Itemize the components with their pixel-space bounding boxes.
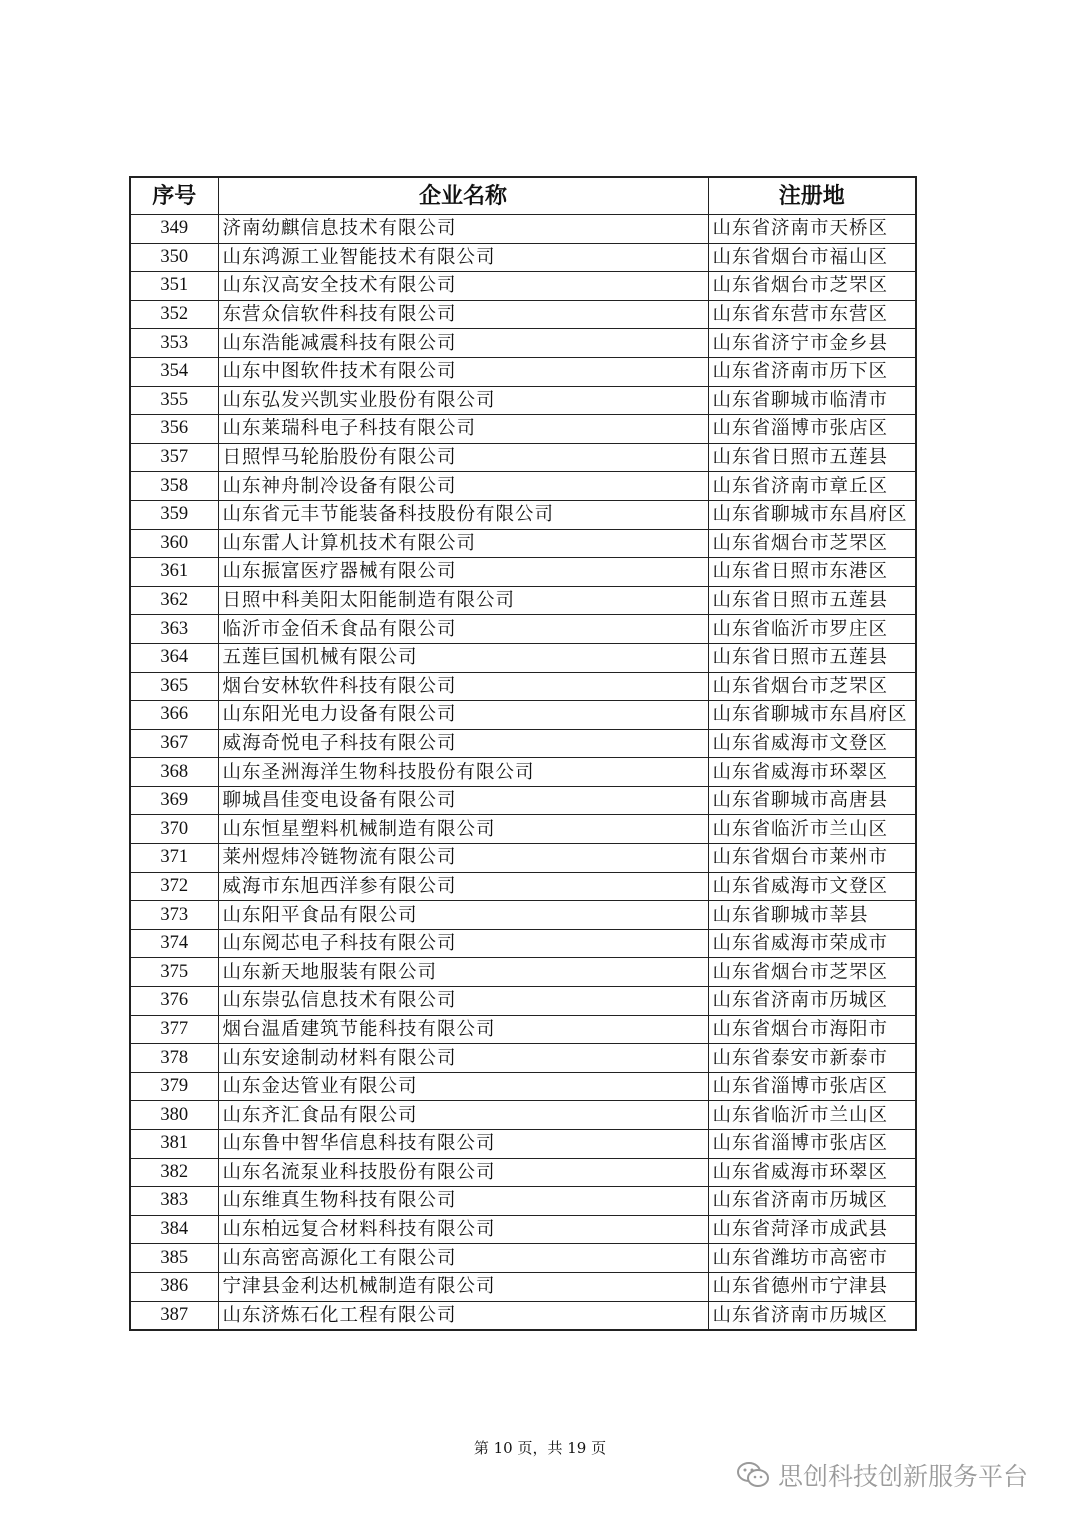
wechat-icon: [736, 1461, 770, 1489]
row-serial-number: 365: [130, 672, 218, 701]
row-serial-number: 379: [130, 1072, 218, 1101]
row-company-name: 山东莱瑞科电子科技有限公司: [218, 415, 708, 444]
table-row: [130, 786, 916, 815]
table-row: [130, 415, 916, 444]
row-company-name: 威海奇悦电子科技有限公司: [218, 729, 708, 758]
row-company-name: 日照中科美阳太阳能制造有限公司: [218, 586, 708, 615]
table-row: [130, 987, 916, 1016]
row-registered-location: 山东省威海市环翠区: [708, 758, 916, 787]
table-row: [130, 443, 916, 472]
row-serial-number: 382: [130, 1158, 218, 1187]
row-company-name: 山东中图软件技术有限公司: [218, 357, 708, 386]
row-serial-number: 356: [130, 415, 218, 444]
row-registered-location: 山东省聊城市临清市: [708, 386, 916, 415]
row-company-name: 山东鸿源工业智能技术有限公司: [218, 243, 708, 272]
row-company-name: 宁津县金利达机械制造有限公司: [218, 1272, 708, 1301]
row-company-name: 山东维真生物科技有限公司: [218, 1187, 708, 1216]
row-registered-location: 山东省淄博市张店区: [708, 1072, 916, 1101]
row-serial-number: 355: [130, 386, 218, 415]
row-company-name: 山东阳光电力设备有限公司: [218, 701, 708, 730]
row-company-name: 山东新天地服装有限公司: [218, 958, 708, 987]
row-serial-number: 372: [130, 872, 218, 901]
table-row: [130, 1301, 916, 1330]
table-row: [130, 1072, 916, 1101]
watermark: [736, 1460, 1028, 1490]
row-registered-location: 山东省东营市东营区: [708, 300, 916, 329]
row-registered-location: 山东省烟台市芝罘区: [708, 272, 916, 301]
row-registered-location: 山东省临沂市罗庄区: [708, 615, 916, 644]
row-registered-location: 山东省日照市五莲县: [708, 586, 916, 615]
table-row: [130, 272, 916, 301]
row-registered-location: 山东省临沂市兰山区: [708, 1101, 916, 1130]
row-serial-number: 374: [130, 929, 218, 958]
row-registered-location: 山东省潍坊市高密市: [708, 1244, 916, 1273]
row-serial-number: 385: [130, 1244, 218, 1273]
row-registered-location: 山东省聊城市东昌府区: [708, 500, 916, 529]
row-registered-location: 山东省济南市历城区: [708, 1187, 916, 1216]
row-serial-number: 362: [130, 586, 218, 615]
table-header-row: [130, 177, 916, 215]
table-row: [130, 243, 916, 272]
row-registered-location: 山东省菏泽市成武县: [708, 1215, 916, 1244]
table-row: [130, 615, 916, 644]
row-serial-number: 354: [130, 357, 218, 386]
table-row: [130, 1244, 916, 1273]
row-serial-number: 357: [130, 443, 218, 472]
row-serial-number: 359: [130, 500, 218, 529]
row-company-name: 山东弘发兴凯实业股份有限公司: [218, 386, 708, 415]
table-row: [130, 1272, 916, 1301]
row-registered-location: 山东省聊城市莘县: [708, 901, 916, 930]
row-serial-number: 383: [130, 1187, 218, 1216]
page-number: 第 10 页，共 19 页: [473, 1439, 607, 1457]
row-serial-number: 371: [130, 844, 218, 873]
row-registered-location: 山东省烟台市芝罘区: [708, 958, 916, 987]
row-company-name: 临沂市金佰禾食品有限公司: [218, 615, 708, 644]
row-serial-number: 377: [130, 1015, 218, 1044]
table-row: [130, 701, 916, 730]
row-company-name: 山东崇弘信息技术有限公司: [218, 987, 708, 1016]
row-serial-number: 353: [130, 329, 218, 358]
row-registered-location: 山东省济宁市金乡县: [708, 329, 916, 358]
row-registered-location: 山东省济南市章丘区: [708, 472, 916, 501]
row-serial-number: 360: [130, 529, 218, 558]
row-registered-location: 山东省聊城市高唐县: [708, 786, 916, 815]
row-registered-location: 山东省烟台市莱州市: [708, 844, 916, 873]
row-company-name: 山东鲁中智华信息科技有限公司: [218, 1130, 708, 1159]
row-company-name: 山东柏远复合材料科技有限公司: [218, 1215, 708, 1244]
row-company-name: 威海市东旭西洋参有限公司: [218, 872, 708, 901]
row-serial-number: 350: [130, 243, 218, 272]
row-serial-number: 364: [130, 643, 218, 672]
header-company-name: 企业名称: [218, 177, 708, 215]
table-row: [130, 386, 916, 415]
row-serial-number: 367: [130, 729, 218, 758]
row-serial-number: 380: [130, 1101, 218, 1130]
row-registered-location: 山东省日照市五莲县: [708, 443, 916, 472]
row-company-name: 山东齐汇食品有限公司: [218, 1101, 708, 1130]
row-registered-location: 山东省烟台市芝罘区: [708, 529, 916, 558]
row-company-name: 山东济炼石化工程有限公司: [218, 1301, 708, 1330]
row-serial-number: 352: [130, 300, 218, 329]
row-registered-location: 山东省威海市环翠区: [708, 1158, 916, 1187]
table-row: [130, 1158, 916, 1187]
row-registered-location: 山东省临沂市兰山区: [708, 815, 916, 844]
table-row: [130, 815, 916, 844]
row-registered-location: 山东省日照市五莲县: [708, 643, 916, 672]
table-row: [130, 872, 916, 901]
row-registered-location: 山东省济南市历城区: [708, 987, 916, 1016]
row-company-name: 日照悍马轮胎股份有限公司: [218, 443, 708, 472]
row-company-name: 山东省元丰节能装备科技股份有限公司: [218, 500, 708, 529]
row-serial-number: 376: [130, 987, 218, 1016]
header-serial-number: 序号: [130, 177, 218, 215]
table-row: [130, 758, 916, 787]
table-row: [130, 1015, 916, 1044]
table-row: [130, 1130, 916, 1159]
table-row: [130, 901, 916, 930]
table-row: [130, 729, 916, 758]
row-company-name: 东营众信软件科技有限公司: [218, 300, 708, 329]
row-serial-number: 366: [130, 701, 218, 730]
row-registered-location: 山东省淄博市张店区: [708, 1130, 916, 1159]
row-serial-number: 381: [130, 1130, 218, 1159]
row-company-name: 山东名流泵业科技股份有限公司: [218, 1158, 708, 1187]
table-row: [130, 357, 916, 386]
row-registered-location: 山东省德州市宁津县: [708, 1272, 916, 1301]
row-registered-location: 山东省济南市天桥区: [708, 215, 916, 244]
row-company-name: 烟台温盾建筑节能科技有限公司: [218, 1015, 708, 1044]
header-registered-location: 注册地: [708, 177, 916, 215]
row-serial-number: 358: [130, 472, 218, 501]
row-company-name: 山东汉高安全技术有限公司: [218, 272, 708, 301]
row-registered-location: 山东省淄博市张店区: [708, 415, 916, 444]
row-company-name: 山东安途制动材料有限公司: [218, 1044, 708, 1073]
row-company-name: 山东雷人计算机技术有限公司: [218, 529, 708, 558]
row-company-name: 山东阳平食品有限公司: [218, 901, 708, 930]
row-registered-location: 山东省威海市文登区: [708, 729, 916, 758]
row-company-name: 山东浩能减震科技有限公司: [218, 329, 708, 358]
row-company-name: 山东恒星塑料机械制造有限公司: [218, 815, 708, 844]
row-serial-number: 363: [130, 615, 218, 644]
table-body: [130, 215, 916, 1331]
table-row: [130, 1215, 916, 1244]
table-row: [130, 586, 916, 615]
table-row: [130, 215, 916, 244]
row-serial-number: 386: [130, 1272, 218, 1301]
row-company-name: 烟台安林软件科技有限公司: [218, 672, 708, 701]
row-company-name: 山东圣洲海洋生物科技股份有限公司: [218, 758, 708, 787]
row-serial-number: 387: [130, 1301, 218, 1330]
row-company-name: 山东高密高源化工有限公司: [218, 1244, 708, 1273]
table-row: [130, 1044, 916, 1073]
row-serial-number: 384: [130, 1215, 218, 1244]
table-row: [130, 1187, 916, 1216]
row-serial-number: 369: [130, 786, 218, 815]
row-serial-number: 378: [130, 1044, 218, 1073]
table-row: [130, 958, 916, 987]
row-company-name: 济南幼麒信息技术有限公司: [218, 215, 708, 244]
row-company-name: 山东神舟制冷设备有限公司: [218, 472, 708, 501]
row-registered-location: 山东省济南市历下区: [708, 357, 916, 386]
row-serial-number: 349: [130, 215, 218, 244]
row-registered-location: 山东省泰安市新泰市: [708, 1044, 916, 1073]
row-company-name: 聊城昌佳变电设备有限公司: [218, 786, 708, 815]
table-row: [130, 329, 916, 358]
table-row: [130, 300, 916, 329]
row-company-name: 山东阅芯电子科技有限公司: [218, 929, 708, 958]
company-table: [129, 176, 917, 1331]
table-row: [130, 558, 916, 587]
table-row: [130, 472, 916, 501]
row-serial-number: 351: [130, 272, 218, 301]
row-company-name: 山东金达管业有限公司: [218, 1072, 708, 1101]
row-serial-number: 370: [130, 815, 218, 844]
row-serial-number: 375: [130, 958, 218, 987]
row-company-name: 山东振富医疗器械有限公司: [218, 558, 708, 587]
row-company-name: 五莲巨国机械有限公司: [218, 643, 708, 672]
row-registered-location: 山东省烟台市芝罘区: [708, 672, 916, 701]
row-registered-location: 山东省威海市文登区: [708, 872, 916, 901]
table-row: [130, 929, 916, 958]
table-row: [130, 1101, 916, 1130]
watermark-text: 思创科技创新服务平台: [778, 1462, 1029, 1491]
row-company-name: 莱州煜炜冷链物流有限公司: [218, 844, 708, 873]
row-registered-location: 山东省济南市历城区: [708, 1301, 916, 1330]
table-row: [130, 500, 916, 529]
row-serial-number: 373: [130, 901, 218, 930]
row-serial-number: 361: [130, 558, 218, 587]
row-registered-location: 山东省聊城市东昌府区: [708, 701, 916, 730]
table-row: [130, 844, 916, 873]
row-registered-location: 山东省烟台市福山区: [708, 243, 916, 272]
row-registered-location: 山东省烟台市海阳市: [708, 1015, 916, 1044]
table-row: [130, 672, 916, 701]
table-row: [130, 529, 916, 558]
row-serial-number: 368: [130, 758, 218, 787]
row-registered-location: 山东省威海市荣成市: [708, 929, 916, 958]
row-registered-location: 山东省日照市东港区: [708, 558, 916, 587]
table-row: [130, 643, 916, 672]
